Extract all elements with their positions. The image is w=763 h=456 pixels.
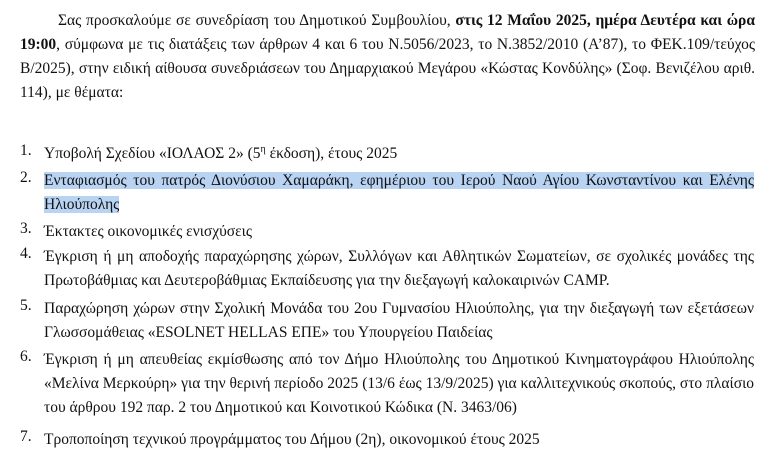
meeting-date-time: στις 12 Μαΐου 2025, ημέρα Δευτέρα και ώρα 19:00 <box>20 12 756 53</box>
item-text-part: Υποβολή Σχεδίου «ΙΟΛΑΟΣ 2» (5 <box>44 145 261 162</box>
intro-text-2: , σύμφωνα με τις διατάξεις των άρθρων 4 και 6 του Ν.5056/2023, το Ν.3852/2010 (Α’87), το ΦΕΚ.109/τεύχος Β/2025), στην ειδική αίθουσα συνεδριάσεων του Δημαρχιακού Μεγάρου «Κώστας Κονδύλης» (Σοφ. Βενιζέλου αριθ. 114), με θέματα: <box>20 36 755 101</box>
item-text-part: έκδοση), έτους 2025 <box>265 145 398 162</box>
selection-highlight: Ηλιούπολης <box>44 196 120 213</box>
intro-text-1: Σας προσκαλούμε σε συνεδρίαση του Δημοτικού Συμβουλίου, <box>58 12 456 29</box>
item-text: Παραχώρηση χώρων στην Σχολική Μονάδα του 2ου Γυμνασίου Ηλιούπολης, για την διεξαγωγή των εξετάσεων Γλωσσομάθειας «ESOLNET HELLAS ΕΠΕ» του Υπουργείου Παιδείας <box>44 300 754 341</box>
item-number: 3. <box>20 220 32 237</box>
item-number: 4. <box>20 245 32 262</box>
item-text: Τροποποίηση τεχνικού προγράμματος του Δήμου (2η), οικονομικού έτους 2025 <box>44 431 540 448</box>
item-text: Έγκριση ή μη απευθείας εκμίσθωσης από τον Δήμο Ηλιούπολης του Δημοτικού Κινηματογράφου Ηλιούπολης «Μελίνα Μερκούρη» για την θερινή περίοδο 2025 (13/6 έως 13/9/2025) για καλλιτεχνικούς σκοπούς, στο πλαίσιο του άρθρου 192 παρ. 2 του Δημοτικού και Κοινοτικού Κώδικα (Ν. 3463/06) <box>44 351 754 416</box>
item-text: Έγκριση ή μη αποδοχής παραχώρησης χώρων, Συλλόγων και Αθλητικών Σωματείων, σε σχολικές μονάδες της Πρωτοβάθμιας και Δευτεροβάθμιας Εκπαίδευσης για την διεξαγωγή καλοκαιρινών CAMP. <box>44 248 754 289</box>
item-number: 1. <box>20 142 32 159</box>
item-superscript: η <box>260 143 266 155</box>
item-text <box>44 142 754 166</box>
selection-highlight: Ενταφιασμός του πατρός Διονύσιου Χαμαράκη, εφημέριου του Ιερού Ναού Αγίου Κωνσταντίνου και Ελένης <box>44 172 754 189</box>
highlighted-line <box>44 193 754 217</box>
intro-paragraph <box>20 9 755 105</box>
item-text-highlighted[interactable] <box>44 169 754 217</box>
item-number: 5. <box>20 297 32 314</box>
item-text: Έκτακτες οικονομικές ενισχύσεις <box>44 223 252 240</box>
item-number: 2. <box>20 169 32 186</box>
item-number: 7. <box>20 428 32 445</box>
item-number: 6. <box>20 348 32 365</box>
highlighted-line <box>44 169 754 193</box>
